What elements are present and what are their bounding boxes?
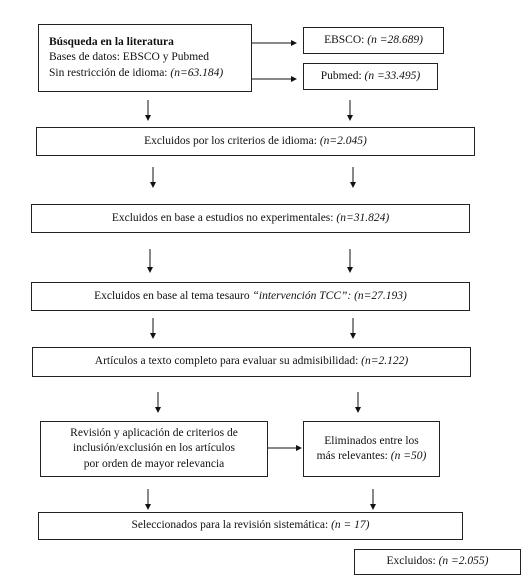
nonexperimental-excluded-text	[112, 211, 389, 226]
search-count: (n=63.184)	[170, 66, 224, 79]
eliminated-label: más relevantes:	[316, 450, 388, 462]
nonexperimental-excluded-label: Excluidos en base a estudios no experimentales:	[111, 211, 334, 224]
search-title: Búsqueda en la literatura	[49, 36, 174, 49]
fulltext-text	[95, 354, 408, 369]
search-language	[49, 66, 223, 81]
thesaurus-excluded-label: Excluidos en base al tema tesauro	[94, 289, 250, 302]
review-line-1: Revisión y aplicación de criterios de	[70, 427, 238, 440]
pubmed-count: (n =33.495)	[364, 69, 421, 82]
ebsco-box	[303, 27, 444, 54]
search-box	[38, 24, 252, 92]
nonexperimental-excluded-count: (n=31.824)	[336, 211, 390, 224]
excluded-total-count: (n =2.055)	[438, 555, 489, 568]
language-excluded-count: (n=2.045)	[319, 134, 367, 147]
excluded-total-text	[387, 554, 489, 569]
eliminated-line-2	[317, 449, 427, 464]
eliminated-line-1: Eliminados entre los	[324, 434, 419, 447]
pubmed-label: Pubmed:	[320, 69, 362, 82]
ebsco-text	[324, 33, 423, 48]
excluded-total-box	[354, 549, 521, 575]
review-box	[40, 421, 268, 477]
thesaurus-term: “intervención TCC”:	[252, 289, 352, 302]
pubmed-text	[321, 69, 420, 84]
thesaurus-excluded-box	[31, 282, 470, 311]
review-line-3: por orden de mayor relevancia	[83, 457, 225, 470]
excluded-total-label: Excluidos:	[386, 555, 436, 568]
language-excluded-text	[144, 134, 367, 149]
language-excluded-box	[36, 127, 475, 156]
thesaurus-excluded-count: (n=27.193)	[354, 289, 407, 302]
search-databases: Bases de datos: EBSCO y Pubmed	[49, 51, 210, 64]
review-line-2: inclusión/exclusión en los artículos	[73, 442, 235, 455]
language-excluded-label: Excluidos por los criterios de idioma:	[144, 134, 317, 147]
selected-text	[131, 518, 369, 533]
selected-count: (n = 17)	[331, 519, 370, 532]
eliminated-count: (n =50)	[390, 450, 427, 462]
ebsco-label: EBSCO:	[324, 33, 365, 46]
fulltext-label: Artículos a texto completo para evaluar su admisibilidad:	[94, 355, 359, 368]
pubmed-box	[303, 63, 438, 90]
selected-label: Seleccionados para la revisión sistemática:	[131, 519, 329, 532]
fulltext-count: (n=2.122)	[361, 355, 409, 368]
thesaurus-excluded-text	[94, 289, 407, 304]
fulltext-box	[32, 347, 471, 377]
ebsco-count: (n =28.689)	[367, 33, 423, 46]
nonexperimental-excluded-box	[31, 204, 470, 233]
search-language-label: Sin restricción de idioma:	[49, 66, 168, 79]
eliminated-box	[303, 421, 440, 477]
selected-box	[38, 512, 463, 540]
